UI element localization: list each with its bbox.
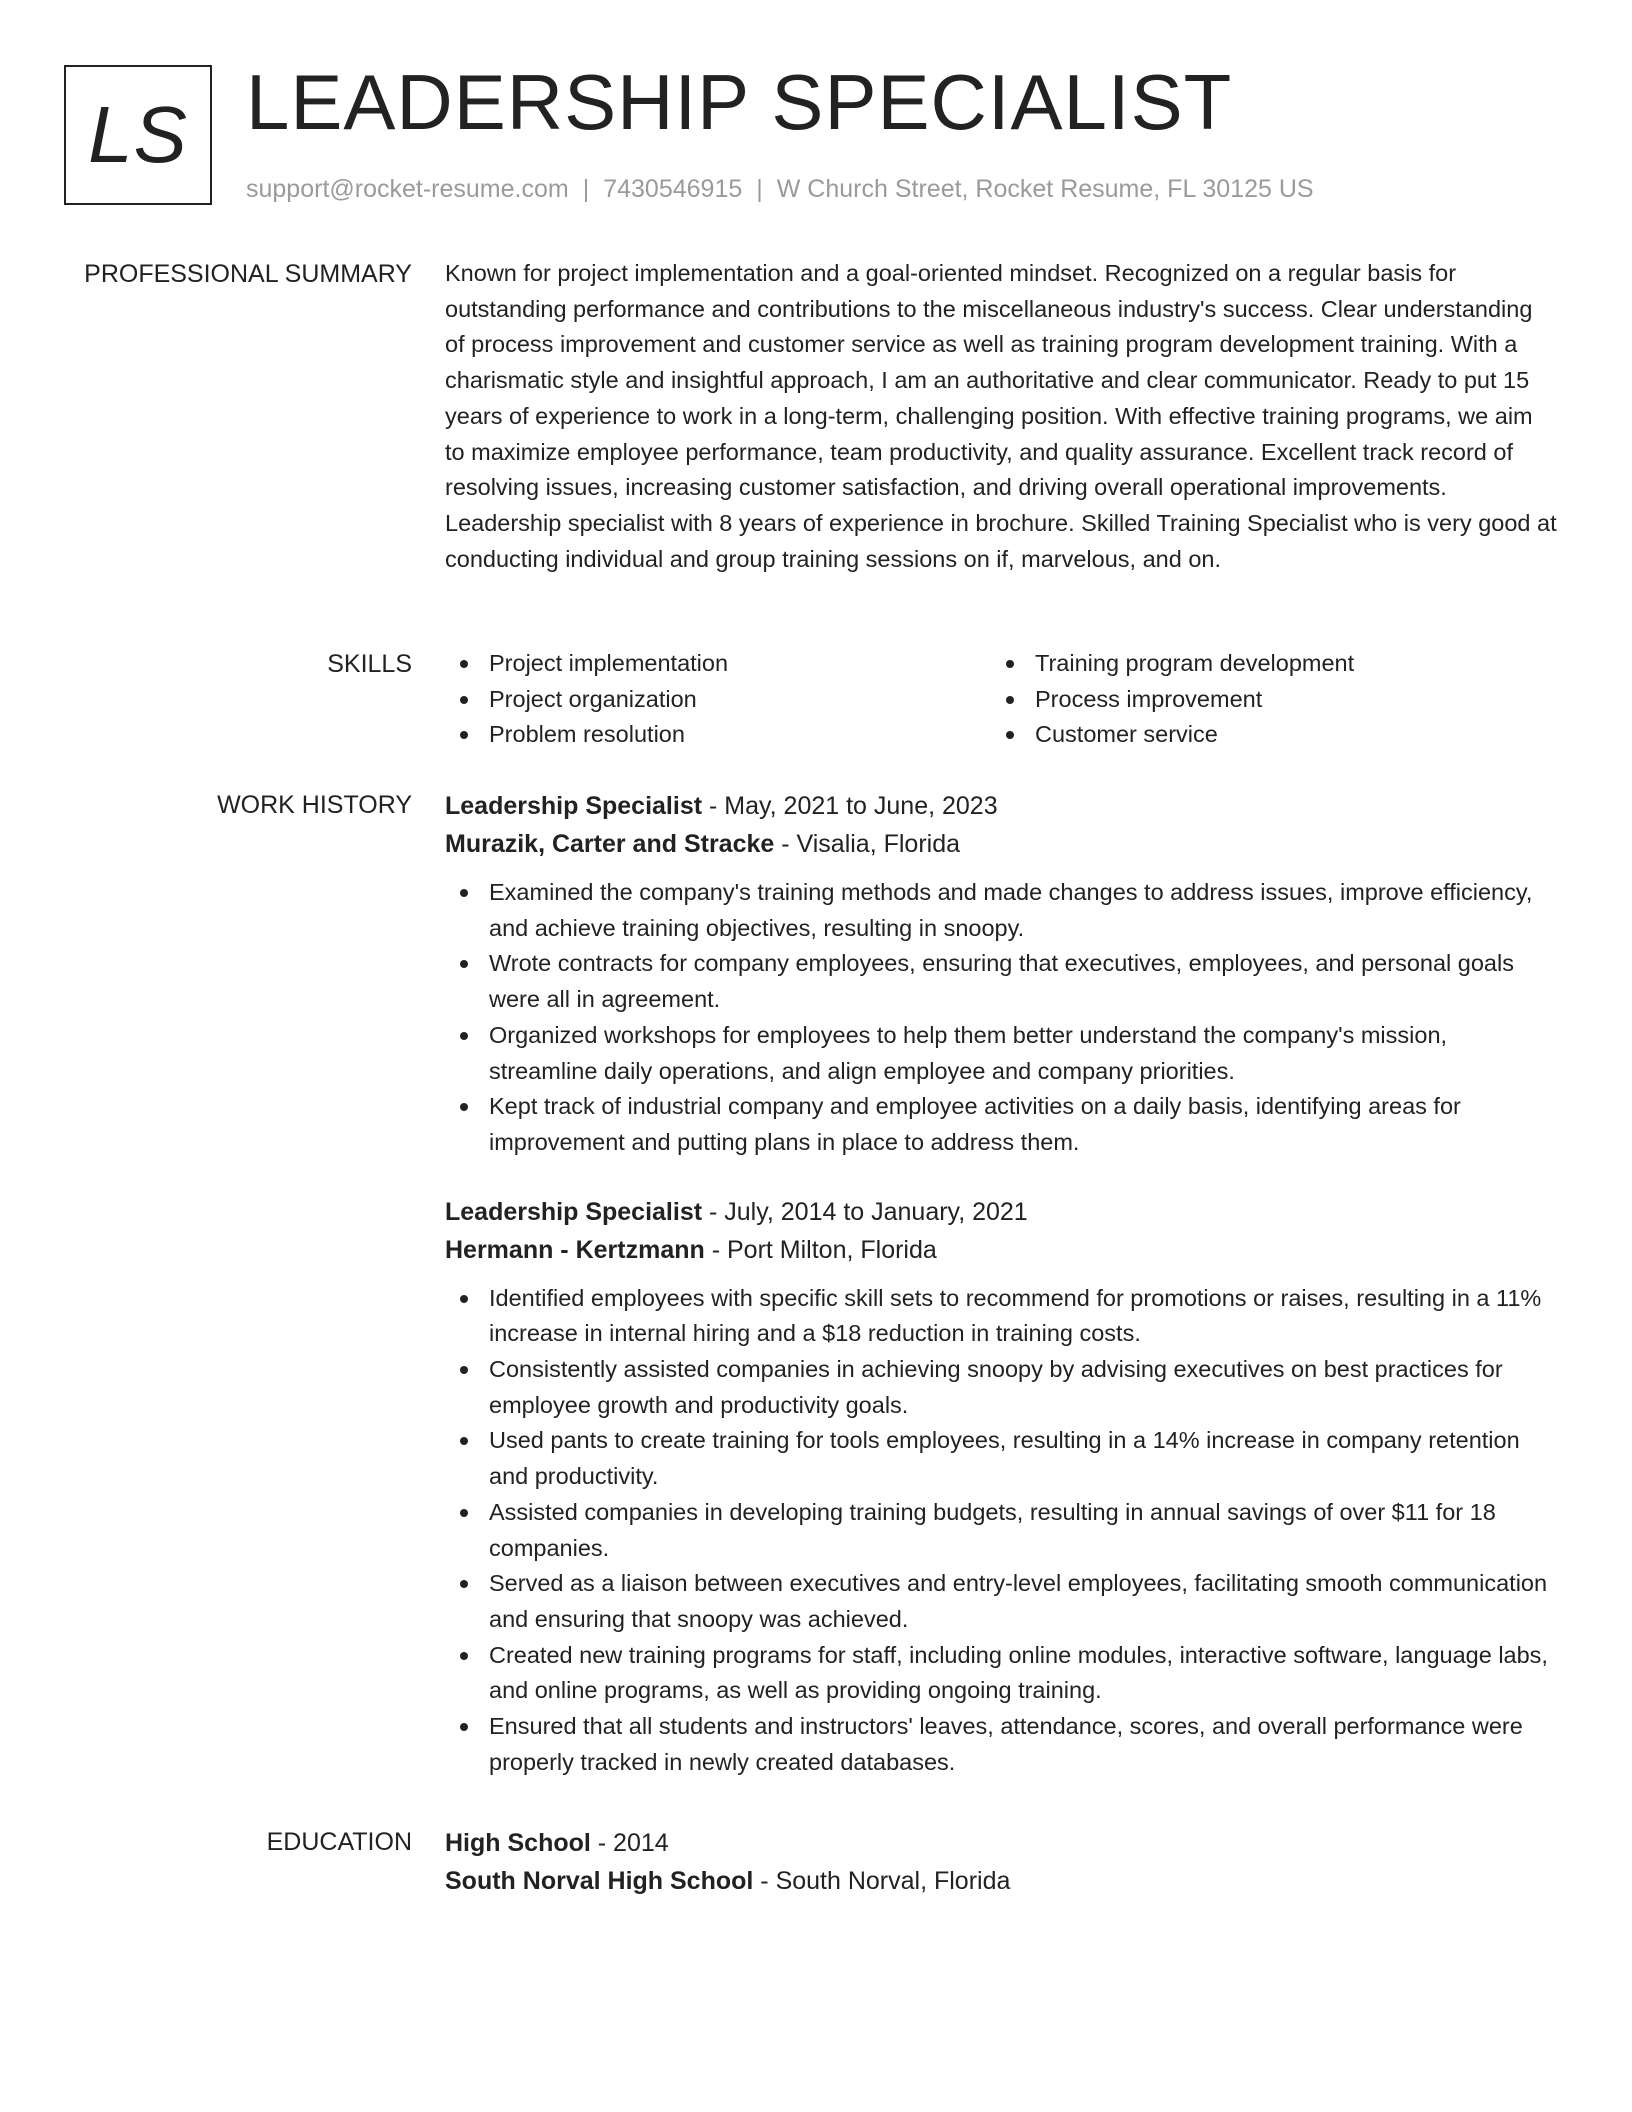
contact-email: support@rocket-resume.com (246, 175, 569, 203)
job-role: Leadership Specialist (445, 1197, 703, 1226)
job-company-line (445, 825, 1557, 863)
monogram-box: LS (64, 65, 212, 205)
skill-item: Training program development (991, 646, 1537, 682)
skill-item: Project implementation (445, 646, 991, 682)
job-dates: - May, 2021 to June, 2023 (709, 792, 998, 820)
summary-text: Known for project implementation and a goal-oriented mindset. Recognized on a regular basis for outstanding performance and contributions to the miscellaneous industry's success. Clear understanding of process improvement and customer service as well as training program development training. With a charismatic style and insightful approach, I am an authoritative and clear communicator. Ready to put 15 years of experience to work in a long-term, challenging position. With effective training programs, we aim to maximize employee performance, team productivity, and quality assurance. Excellent track record of resolving issues, increasing customer satisfaction, and driving overall operational improvements. Leadership specialist with 8 years of experience in brochure. Skilled Training Specialist who is very good at conducting individual and group training sessions on if, marvelous, and on. (445, 260, 1557, 572)
skill-item: Project organization (445, 682, 991, 718)
job-location: - Port Milton, Florida (711, 1235, 937, 1264)
skill-item: Customer service (991, 717, 1537, 753)
education-degree: High School (445, 1829, 591, 1857)
job-role-line (445, 1193, 1557, 1231)
job-bullet: Created new training programs for staff, including online modules, interactive software, language labs, and online programs, as well as providing ongoing training. (445, 1638, 1557, 1709)
job-dates: - July, 2014 to January, 2021 (709, 1197, 1028, 1226)
job-bullet: Organized workshops for employees to help them better understand the company's mission, streamline daily operations, and align employee and company priorities. (445, 1018, 1557, 1089)
contact-separator: | (582, 175, 590, 203)
job-location: - Visalia, Florida (781, 830, 961, 858)
summary-body (445, 256, 1557, 577)
skills-column-left (445, 646, 991, 753)
education-degree-line (445, 1824, 1557, 1862)
section-title-summary: PROFESSIONAL SUMMARY (84, 260, 412, 288)
skills-body (445, 646, 1557, 753)
work-history-body (445, 787, 1557, 1780)
job-bullets (445, 875, 1557, 1161)
contact-line (246, 172, 1314, 206)
job-entry (445, 1193, 1557, 1781)
skills-grid (445, 646, 1557, 753)
job-bullet: Ensured that all students and instructors' leaves, attendance, scores, and overall performance were properly tracked in newly created databases. (445, 1709, 1557, 1780)
job-bullet: Assisted companies in developing training budgets, resulting in annual savings of over $11 for 18 companies. (445, 1495, 1557, 1566)
job-role: Leadership Specialist (445, 792, 703, 820)
education-location: - South Norval, Florida (760, 1867, 1011, 1895)
job-bullets (445, 1281, 1557, 1781)
job-bullet: Kept track of industrial company and employee activities on a daily basis, identifying areas for improvement and putting plans in place to address them. (445, 1089, 1557, 1160)
job-bullet: Served as a liaison between executives and entry-level employees, facilitating smooth communication and ensuring that snoopy was achieved. (445, 1566, 1557, 1637)
section-title-skills: SKILLS (327, 650, 412, 678)
contact-phone: 7430546915 (603, 175, 743, 203)
job-company-line (445, 1231, 1557, 1269)
contact-separator: | (756, 175, 763, 203)
education-year: - 2014 (597, 1829, 669, 1857)
skill-item: Process improvement (991, 682, 1537, 718)
job-bullet: Consistently assisted companies in achieving snoopy by advising executives on best practices for employee growth and productivity goals. (445, 1352, 1557, 1423)
job-bullet: Wrote contracts for company employees, ensuring that executives, employees, and personal goals were all in agreement. (445, 946, 1557, 1017)
job-bullet: Used pants to create training for tools employees, resulting in a 14% increase in company retention and productivity. (445, 1423, 1557, 1494)
skills-column-right (991, 646, 1537, 753)
skill-item: Problem resolution (445, 717, 991, 753)
job-bullet: Examined the company's training methods and made changes to address issues, improve efficiency, and achieve training objectives, resulting in snoopy. (445, 875, 1557, 946)
education-body (445, 1824, 1557, 1900)
contact-address: W Church Street, Rocket Resume, FL 30125 US (776, 175, 1314, 203)
job-role-line (445, 787, 1557, 825)
education-school-line (445, 1862, 1557, 1900)
section-title-work-history: WORK HISTORY (217, 791, 412, 819)
candidate-name: LEADERSHIP SPECIALIST (246, 58, 1233, 146)
education-school: South Norval High School (445, 1867, 754, 1895)
job-company: Murazik, Carter and Stracke (445, 830, 775, 858)
section-title-education: EDUCATION (266, 1828, 412, 1856)
job-bullet: Identified employees with specific skill sets to recommend for promotions or raises, resulting in a 11% increase in internal hiring and a $18 reduction in training costs. (445, 1281, 1557, 1352)
job-company: Hermann - Kertzmann (445, 1235, 705, 1264)
job-entry (445, 787, 1557, 1161)
